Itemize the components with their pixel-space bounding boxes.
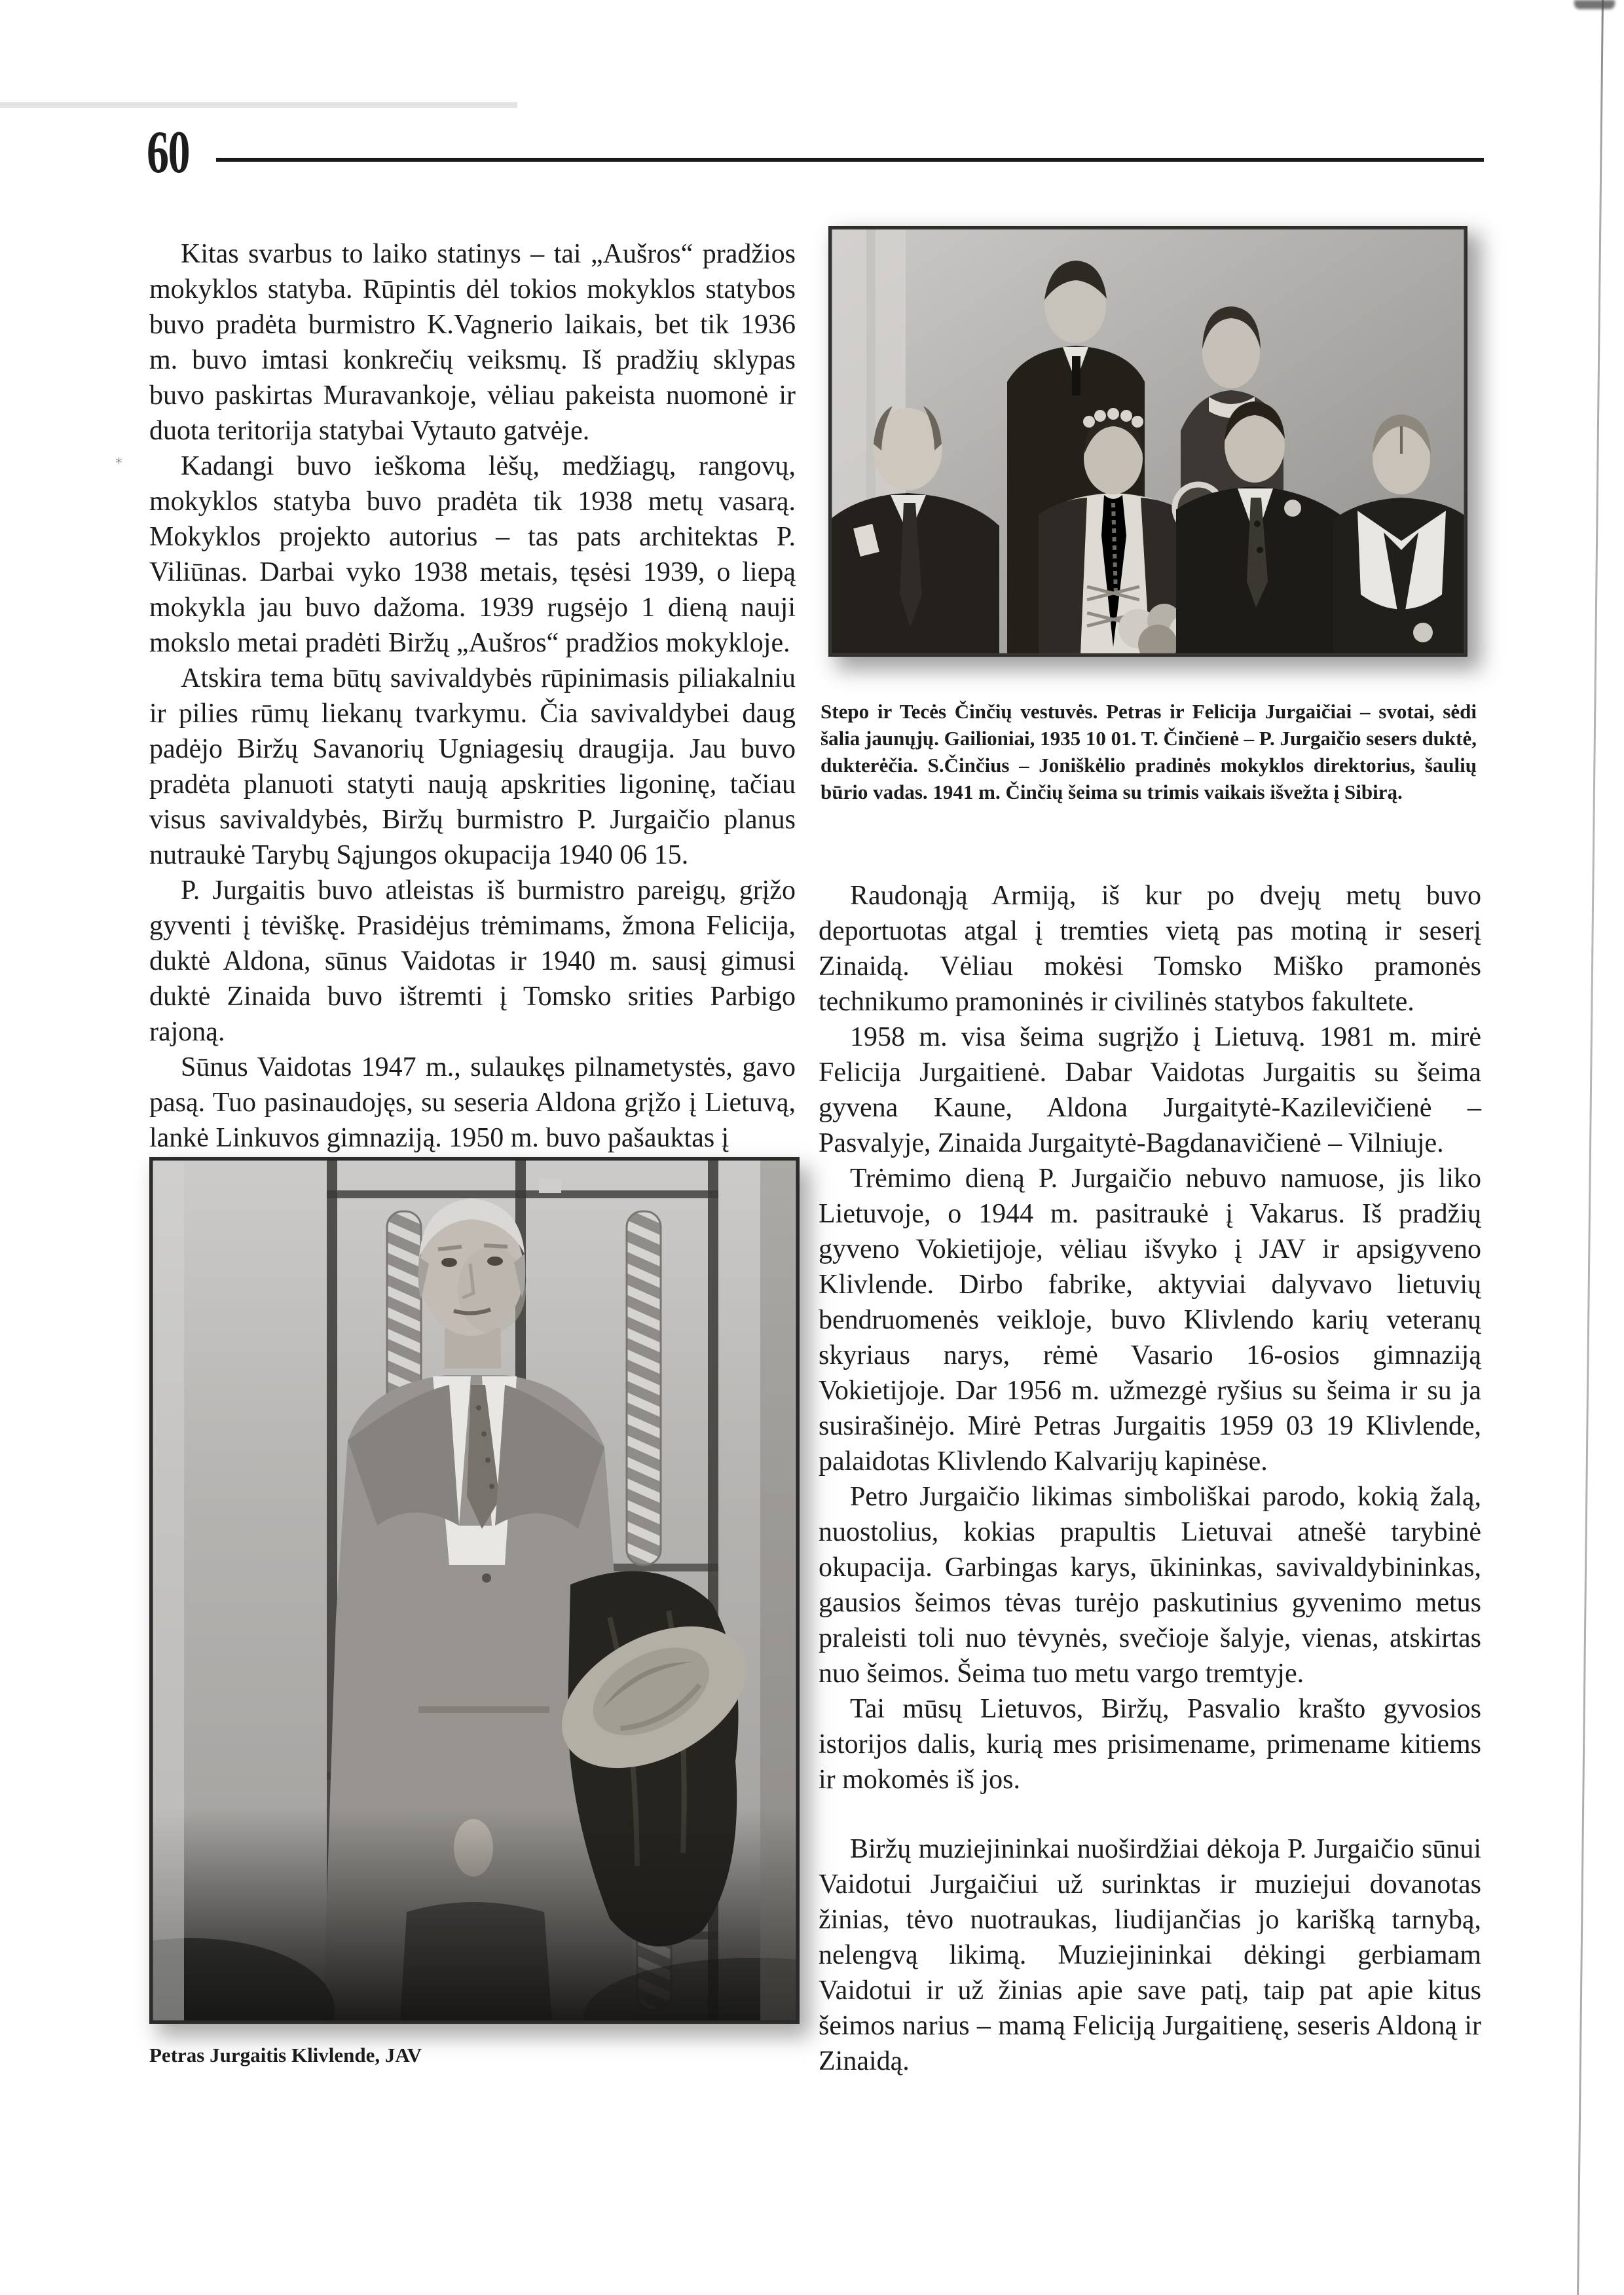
body-paragraph: Kadangi buvo ieškoma lėšų, medžiagų, rangovų, mokyklos statyba buvo pradėta tik 1938 metų vasarą. Mokyklos projekto autorius – tas pats architektas P. Viliūnas. Darbai vyko 1938 metais, tęsėsi 1939, o liepą mokykla jau buvo dažoma. 1939 rugsėjo 1 dieną nauji mokslo metai pradėti Biržų „Aušros“ pradžios mokykloje.: [149, 451, 796, 658]
portrait-photo-image: [151, 1159, 798, 2022]
scan-artifact-streak: [0, 102, 517, 108]
portrait-photo: [149, 1157, 800, 2024]
body-paragraph: Trėmimo dieną P. Jurgaičio nebuvo namuose, jis liko Lietuvoje, o 1944 m. pasitraukė į Vakarus. Iš pradžių gyveno Vokietijoje, vėliau išvyko į JAV ir apsigyveno Klivlende. Dirbo fabrike, aktyviai dalyvavo lietuvių bendruomenės veikloje, buvo Klivlendo karių veteranų skyriaus narys, rėmė Vasario 16-osios gimnaziją Vokietijoje. Dar 1956 m. užmezgė ryšius su šeima ir su ja susirašinėjo. Mirė Petras Jurgaitis 1959 03 19 Klivlende, palaidotas Klivlendo Kalvarijų kapinėse.: [819, 1164, 1481, 1477]
body-paragraph: 1958 m. visa šeima sugrįžo į Lietuvą. 1981 m. mirė Felicija Jurgaitienė. Dabar Vaidotas Jurgaitis su šeima gyvena Kaune, Aldona Jurgaitytė-Kazilevičienė – Pasvalyje, Zinaida Jurgaitytė-Bagdanavičienė – Vilniuje.: [819, 1022, 1481, 1158]
body-paragraph: P. Jurgaitis buvo atleistas iš burmistro pareigų, grįžo gyventi į tėviškę. Prasidėjus trėmimams, žmona Felicija, duktė Aldona, sūnus Vaidotas ir 1940 m. sausį gimusi duktė Zinaida buvo ištremti į Tomsko srities Parbigo rajoną.: [149, 875, 796, 1047]
screen-hinge: [539, 1179, 561, 1193]
boutonniere: [1284, 500, 1301, 517]
pocket-flap: [418, 1706, 549, 1713]
scan-gutter-top-mark: [1574, 0, 1615, 9]
body-paragraph: Sūnus Vaidotas 1947 m., sulaukęs pilnametystės, gavo pasą. Tuo pasinaudojęs, su seseria Aldona grįžo į Lietuvą, lankė Linkuvos gimnaziją. 1950 m. buvo pašauktas į: [149, 1052, 796, 1153]
margin-asterisk-mark: ⁎: [115, 450, 122, 467]
scan-gutter-line: [1577, 0, 1604, 2295]
body-paragraph: Tai mūsų Lietuvos, Biržų, Pasvalio krašto gyvosios istorijos dalis, kurią mes prisimename, primename kitiems ir mokomės iš jos.: [819, 1694, 1481, 1795]
page-number: 60: [147, 119, 190, 185]
group-wedding-photo: [828, 226, 1467, 657]
right-text-column: [819, 878, 1481, 2079]
header-rule: [216, 158, 1484, 162]
group-photo-caption: Stepo ir Tecės Činčių vestuvės. Petras ir Felicija Jurgaičiai – svotai, sėdi šalia jaunųjų. Gailioniai, 1935 10 01. T. Činčienė – P. Jurgaičio sesers duktė, dukterėčia. S.Činčius – Joniškėlio pradinės mokyklos direktorius, šaulių būrio vadas. 1941 m. Činčių šeima su trimis vaikais išvežta į Sibirą.: [821, 700, 1477, 803]
left-text-column: [149, 236, 796, 1156]
body-paragraph: Petro Jurgaičio likimas simboliškai parodo, kokią žalą, nuostolius, kokias prapultis Lietuvai atnešė tarybinė okupacija. Garbingas karys, ūkininkas, savivaldybininkas, gausios šeimos tėvas turėjo paskutinius gyvenimo metus praleisti toli nuo tėvynės, svečioje šalyje, vienas, atskirtas nuo šeimos. Šeima tuo metu vargo tremtyje.: [819, 1482, 1481, 1689]
portrait-photo-caption: Petras Jurgaitis Klivlende, JAV: [149, 2044, 422, 2066]
group-wedding-photo-image: [830, 228, 1466, 655]
dress-flower: [1413, 623, 1433, 642]
body-paragraph: Atskira tema būtų savivaldybės rūpinimasis piliakalniu ir pilies rūmų liekanų tvarkymu. Čia savivaldybei daug padėjo Biržų Savanorių Ugniagesių draugija. Jau buvo pradėta planuoti statyti naują apskrities ligoninę, tačiau visus savivaldybės, Biržų burmistro P. Jurgaičio planus nutraukė Tarybų Sąjungos okupacija 1940 06 15.: [149, 663, 796, 870]
body-paragraph: Biržų muziejininkai nuoširdžiai dėkoja P. Jurgaičio sūnui Vaidotui Jurgaičiui už surinktas ir muziejui dovanotas žinias, tėvo nuotraukas, liudijančias jo karišką tarnybą, nelengvą likimą. Muziejininkai dėkingi gerbiamam Vaidotui ir už žinias apie save patį, taip pat apie kitus šeimos narius – mamą Feliciją Jurgaitienę, seseris Aldoną ir Zinaidą.: [819, 1834, 1481, 2076]
body-paragraph: Raudonąją Armiją, iš kur po dvejų metų buvo deportuotas atgal į tremties vietą pas motiną ir seserį Zinaidą. Vėliau mokėsi Tomsko Miško pramonės technikumo pramoninės ir civilinės statybos fakultete.: [819, 881, 1481, 1017]
body-paragraph: Kitas svarbus to laiko statinys – tai „Aušros“ pradžios mokyklos statyba. Rūpintis dėl tokios mokyklos statybos buvo pradėta burmistro K.Vagnerio laikais, bet tik 1936 m. buvo imtasi konkrečių veiksmų. Iš pradžių sklypas buvo paskirtas Muravankoje, vėliau pakeista nuomonė ir duota teritorija statybai Vytauto gatvėje.: [149, 239, 796, 446]
